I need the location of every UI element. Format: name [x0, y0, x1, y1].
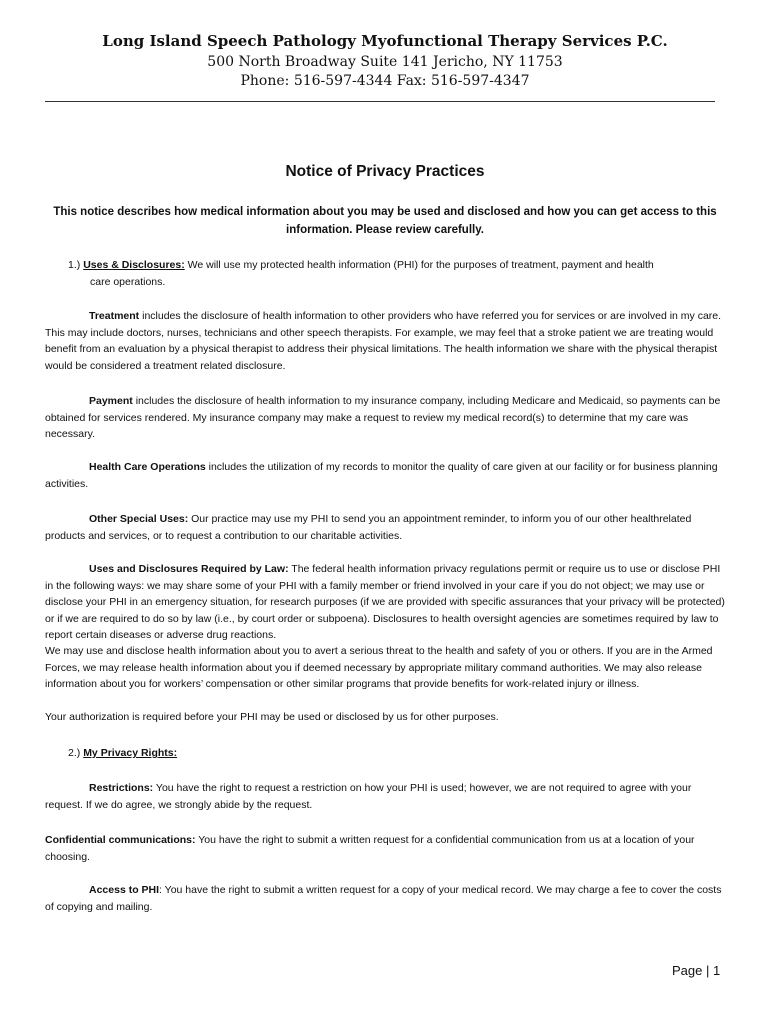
- paragraph-text: : You have the right to submit a written request for a copy of your medical record. We may charge a fee to cover the costs of copying and mailing.: [45, 884, 722, 913]
- paragraph-access-to-phi: [45, 882, 730, 915]
- paragraph-text: You have the right to submit a written request for a confidential communication from us at a location of your choosing.: [45, 834, 695, 863]
- section-number: 2.): [68, 747, 81, 759]
- page-number: Page | 1: [672, 963, 721, 978]
- section-uses-disclosures: [68, 257, 728, 290]
- paragraph-label: Restrictions:: [89, 782, 154, 794]
- paragraph-health-care-operations: [45, 459, 730, 492]
- paragraph-confidential-communications: [45, 832, 730, 865]
- paragraph-label: Treatment: [89, 310, 140, 322]
- practice-address: 500 North Broadway Suite 141 Jericho, NY 11753: [207, 54, 563, 70]
- section-number: 1.): [68, 259, 81, 271]
- paragraph-other-special-uses: [45, 511, 730, 544]
- section-heading: Uses & Disclosures:: [83, 259, 185, 271]
- paragraph-text: includes the disclosure of health information to other providers who have referred you for services or are involved in my care. This may include doctors, nurses, technicians and other speech therapists. For example, we may feel that a stroke patient we are treating would benefit from an evaluation by a physical therapist to address their physical limitations. The health information we share with the physical therapist would be considered a treatment related disclosure.: [45, 310, 722, 372]
- paragraph-label: Access to PHI: [89, 884, 160, 896]
- letterhead-divider: [45, 101, 715, 102]
- section-heading: My Privacy Rights:: [83, 747, 178, 759]
- section-privacy-rights: [68, 745, 728, 762]
- intro-notice: This notice describes how medical information about you may be used and disclosed and how you can get access to this information. Please review carefully.: [53, 206, 717, 236]
- section-text-continued: care operations.: [90, 275, 166, 288]
- paragraph-threat-disclosure: We may use and disclose health information about you to avert a serious threat to the health and safety of you or others. If you are in the Armed Forces, we may release health information about you if deemed necessary by appropriate military command authorities. We may also release information about you for workers’ compensation or other similar programs that provide benefits for work-related injury or illness.: [45, 645, 713, 690]
- paragraph-label: Health Care Operations: [89, 461, 206, 473]
- paragraph-text: Our practice may use my PHI to send you an appointment reminder, to inform you of our other healthrelated products and services, or to request a contribution to our charitable activities.: [45, 513, 692, 542]
- paragraph-text: The federal health information privacy regulations permit or require us to use or disclose PHI in the following ways: we may share some of your PHI with a family member or friend involved in your care if you do not object; we may use or disclose your PHI in an emergency situation, for research purposes (if we are provided with specific assurances that your privacy will be protected) or if we are required to do so by law (i.e., by court order or subpoena). Disclosures to health oversight agencies are sometimes required by law to report certain diseases or adverse drug reactions.: [45, 563, 725, 641]
- paragraph-label: Other Special Uses:: [89, 513, 189, 525]
- paragraph-payment: [45, 393, 730, 443]
- practice-name: Long Island Speech Pathology Myofunctional Therapy Services P.C.: [102, 32, 668, 50]
- section-text: We will use my protected health information (PHI) for the purposes of treatment, payment and health: [184, 259, 654, 271]
- paragraph-text: You have the right to request a restriction on how your PHI is used; however, we are not required to agree with your request. If we do agree, we strongly abide by the request.: [45, 782, 692, 811]
- paragraph-treatment: [45, 308, 730, 374]
- paragraph-text: includes the disclosure of health information to my insurance company, including Medicare and Medicaid, so payments can be obtained for services rendered. My insurance company may make a request to review my medical record(s) to determine that my care was necessary.: [45, 395, 721, 440]
- paragraph-required-by-law: [45, 561, 730, 644]
- paragraph-label: Uses and Disclosures Required by Law:: [89, 563, 289, 575]
- paragraph-restrictions: [45, 780, 730, 813]
- document-title: Notice of Privacy Practices: [285, 163, 485, 180]
- paragraph-text: includes the utilization of my records to monitor the quality of care given at our facility or for business planning activities.: [45, 461, 718, 490]
- paragraph-label: Confidential communications:: [45, 834, 196, 846]
- paragraph-authorization: Your authorization is required before your PHI may be used or disclosed by us for other purposes.: [45, 711, 499, 723]
- practice-phone: Phone: 516-597-4344 Fax: 516-597-4347: [240, 73, 530, 89]
- paragraph-label: Payment: [89, 395, 133, 407]
